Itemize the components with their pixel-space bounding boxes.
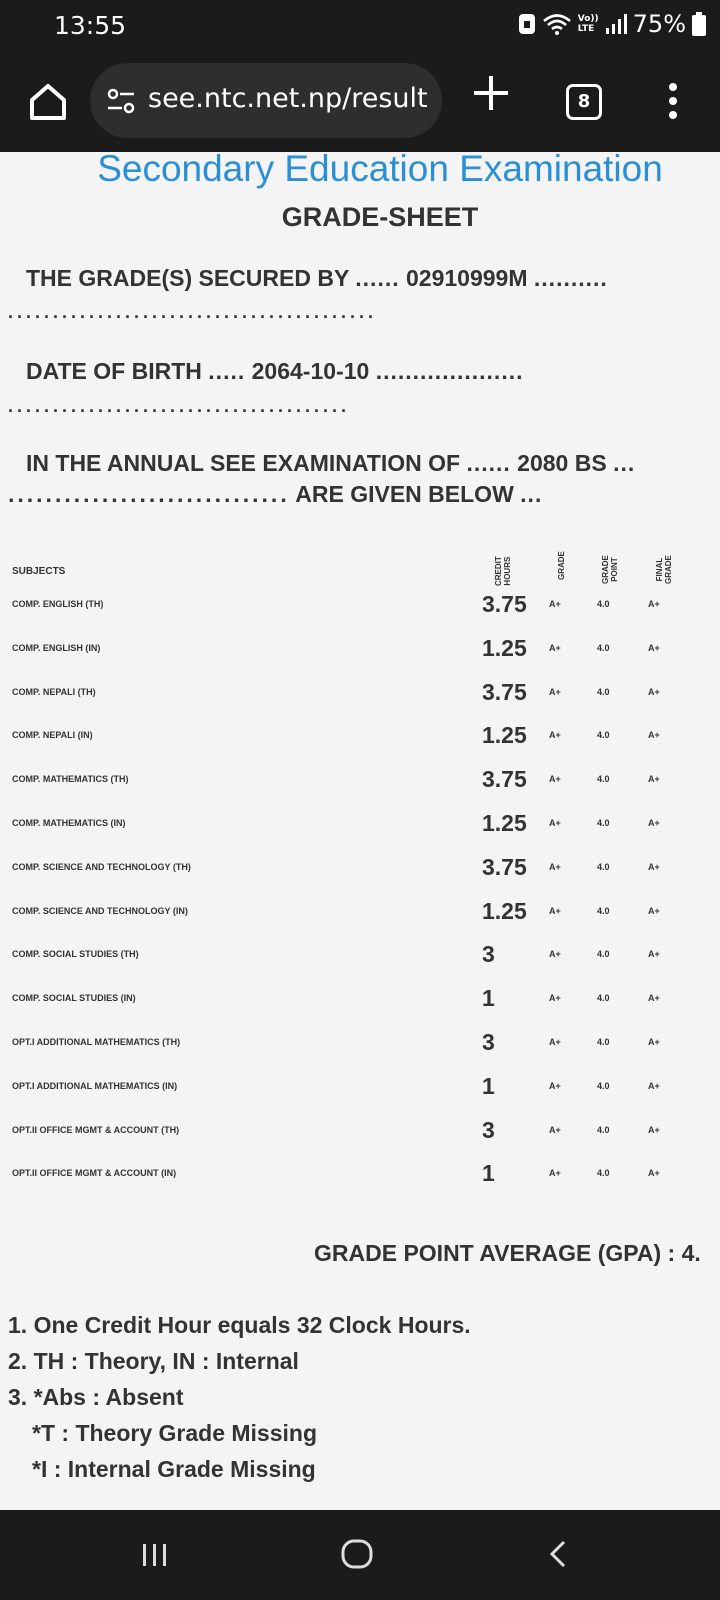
- grade-point-cell: 4.0: [597, 642, 610, 653]
- address-bar[interactable]: [90, 63, 442, 138]
- secured-by-line: THE GRADE(S) SECURED BY ...... 02910999M ..........: [26, 265, 608, 291]
- final-grade-cell: A+: [648, 774, 660, 785]
- more-menu-icon[interactable]: [668, 82, 678, 120]
- grade-point-cell: 4.0: [597, 1037, 610, 1047]
- recent-apps-icon[interactable]: [140, 1542, 170, 1568]
- grade-cell: A+: [549, 686, 561, 697]
- subject-cell: COMP. SOCIAL STUDIES (IN): [12, 993, 136, 1004]
- subject-cell: COMP. SCIENCE AND TECHNOLOGY (TH): [12, 861, 191, 872]
- table-row: [0, 889, 720, 933]
- grade-cell: A+: [549, 993, 561, 1004]
- grade-cell: A+: [549, 730, 561, 741]
- note-3-theory-missing: *T : Theory Grade Missing: [32, 1420, 317, 1446]
- credit-hours-cell: 3: [482, 1029, 495, 1055]
- exam-year: 2080 BS: [517, 450, 607, 476]
- grade-point-cell: 4.0: [597, 818, 610, 828]
- back-icon[interactable]: [548, 1539, 568, 1569]
- table-row: [0, 582, 720, 626]
- status-time: 13:55: [54, 11, 127, 40]
- note-1: 1. One Credit Hour equals 32 Clock Hours.: [8, 1312, 471, 1338]
- credit-hours-cell: 3.75: [482, 678, 527, 705]
- table-row: [0, 626, 720, 670]
- subject-cell: COMP. SCIENCE AND TECHNOLOGY (IN): [12, 905, 188, 916]
- subject-cell: COMP. NEPALI (TH): [12, 686, 96, 697]
- grade-point-cell: 4.0: [597, 599, 610, 609]
- final-grade-cell: A+: [648, 993, 660, 1004]
- subject-cell: COMP. ENGLISH (TH): [12, 599, 104, 609]
- table-row: [0, 932, 720, 976]
- dotted-filler: .........................................: [8, 302, 378, 322]
- subject-cell: COMP. SOCIAL STUDIES (TH): [12, 949, 139, 960]
- credit-hours-cell: 3.75: [482, 766, 527, 793]
- table-row: [0, 1151, 720, 1195]
- table-row: [0, 1108, 720, 1152]
- status-icons: [518, 10, 706, 38]
- final-grade-cell: A+: [648, 1124, 660, 1135]
- final-grade-cell: A+: [648, 686, 660, 697]
- new-tab-icon[interactable]: [470, 72, 512, 114]
- credit-hours-cell: 3: [482, 941, 495, 968]
- grade-cell: A+: [549, 599, 561, 609]
- exam-line: IN THE ANNUAL SEE EXAMINATION OF ...... 2080 BS ...: [26, 450, 636, 476]
- home-nav-icon[interactable]: [340, 1539, 374, 1569]
- credit-hours-cell: 1.25: [482, 634, 527, 661]
- dob-value: 2064-10-10: [251, 358, 370, 384]
- subject-cell: OPT.I ADDITIONAL MATHEMATICS (IN): [12, 1080, 178, 1091]
- grade-point-cell: 4.0: [597, 730, 610, 741]
- site-settings-icon[interactable]: [106, 87, 136, 115]
- page-subtitle: GRADE-SHEET: [281, 202, 479, 232]
- symbol-number: 02910999M: [406, 265, 528, 291]
- browser-toolbar: [0, 52, 720, 152]
- table-row: [0, 845, 720, 889]
- wifi-icon: [542, 12, 572, 36]
- battery-icon: [692, 12, 706, 36]
- credit-hours-cell: 1.25: [482, 897, 527, 924]
- final-grade-cell: A+: [648, 1168, 660, 1179]
- final-grade-cell: A+: [648, 949, 660, 960]
- table-row: [0, 757, 720, 801]
- grade-point-cell: 4.0: [597, 949, 610, 960]
- grade-point-cell: 4.0: [597, 861, 610, 872]
- table-row: [0, 976, 720, 1020]
- notification-icon: [518, 13, 536, 35]
- final-grade-cell: A+: [648, 818, 660, 828]
- credit-hours-cell: 3.75: [482, 853, 527, 880]
- table-row: [0, 1064, 720, 1108]
- grade-cell: A+: [549, 774, 561, 785]
- column-header-grade: GRADE: [557, 551, 566, 580]
- note-3: 3. *Abs : Absent: [8, 1384, 184, 1410]
- grade-point-cell: 4.0: [597, 1080, 610, 1091]
- signal-icon: [605, 13, 627, 35]
- credit-hours-cell: 3.75: [482, 591, 527, 617]
- grade-point-cell: 4.0: [597, 1168, 610, 1179]
- dob-line: DATE OF BIRTH ..... 2064-10-10 ....................: [26, 358, 524, 384]
- final-grade-cell: A+: [648, 905, 660, 916]
- status-bar: [0, 0, 720, 52]
- column-header-subjects: SUBJECTS: [12, 566, 66, 577]
- final-grade-cell: A+: [648, 730, 660, 741]
- grade-cell: A+: [549, 1168, 561, 1179]
- dotted-filler: ......................................: [8, 396, 351, 416]
- grade-point-cell: 4.0: [597, 686, 610, 697]
- credit-hours-cell: 3: [482, 1116, 495, 1143]
- column-header-grade-point: GRADE POINT: [601, 555, 619, 584]
- grade-cell: A+: [549, 905, 561, 916]
- grade-cell: A+: [549, 818, 561, 828]
- battery-percent: 75%: [632, 10, 686, 38]
- table-row: [0, 670, 720, 714]
- tab-switcher-button[interactable]: 8: [566, 84, 602, 120]
- column-header-final-grade: FINAL GRADE: [655, 555, 673, 584]
- page-title: Secondary Education Examination: [97, 152, 663, 189]
- credit-hours-cell: 1: [482, 1160, 495, 1187]
- grade-cell: A+: [549, 949, 561, 960]
- gpa-line: GRADE POINT AVERAGE (GPA) : 4.: [314, 1240, 701, 1266]
- given-below-line: .............................. ARE GIVEN BELOW ...: [8, 481, 543, 507]
- column-header-credit-hours: CREDIT HOURS: [494, 556, 512, 586]
- final-grade-cell: A+: [648, 1080, 660, 1091]
- lte-indicator: Vo)) LTE: [577, 14, 599, 34]
- grade-cell: A+: [549, 1124, 561, 1135]
- home-icon[interactable]: [24, 78, 72, 126]
- grade-cell: A+: [549, 1037, 561, 1047]
- subject-cell: COMP. ENGLISH (IN): [12, 642, 101, 653]
- url-text: see.ntc.net.np/result: [148, 83, 428, 114]
- grade-point-cell: 4.0: [597, 1124, 610, 1135]
- final-grade-cell: A+: [648, 861, 660, 872]
- table-row: [0, 713, 720, 757]
- final-grade-cell: A+: [648, 642, 660, 653]
- final-grade-cell: A+: [648, 1037, 660, 1047]
- subject-cell: COMP. MATHEMATICS (IN): [12, 818, 126, 828]
- credit-hours-cell: 1: [482, 1072, 495, 1099]
- subject-cell: COMP. NEPALI (IN): [12, 730, 93, 741]
- grade-cell: A+: [549, 861, 561, 872]
- grade-point-cell: 4.0: [597, 774, 610, 785]
- grade-point-cell: 4.0: [597, 905, 610, 916]
- final-grade-cell: A+: [648, 599, 660, 609]
- subject-cell: OPT.II OFFICE MGMT & ACCOUNT (TH): [12, 1124, 180, 1135]
- table-row: [0, 801, 720, 845]
- subject-cell: OPT.II OFFICE MGMT & ACCOUNT (IN): [12, 1168, 177, 1179]
- grade-point-cell: 4.0: [597, 993, 610, 1004]
- system-nav-bar: [0, 1510, 720, 1600]
- web-content: [0, 152, 720, 1510]
- note-3-internal-missing: *I : Internal Grade Missing: [32, 1456, 316, 1482]
- grade-cell: A+: [549, 1080, 561, 1091]
- credit-hours-cell: 1: [482, 985, 495, 1012]
- subject-cell: COMP. MATHEMATICS (TH): [12, 774, 129, 785]
- note-2: 2. TH : Theory, IN : Internal: [8, 1348, 299, 1374]
- subject-cell: OPT.I ADDITIONAL MATHEMATICS (TH): [12, 1037, 181, 1047]
- credit-hours-cell: 1.25: [482, 810, 527, 836]
- grade-cell: A+: [549, 642, 561, 653]
- table-row: [0, 1020, 720, 1064]
- credit-hours-cell: 1.25: [482, 722, 527, 749]
